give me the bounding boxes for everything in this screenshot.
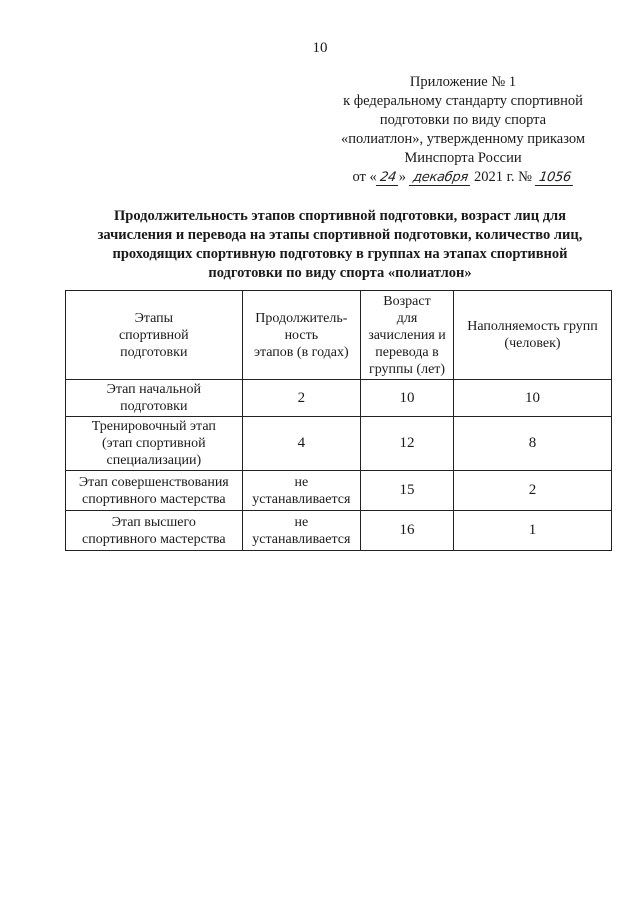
page-number: 10: [312, 40, 328, 56]
cell-text: спортивного мастерства: [81, 491, 226, 507]
cell-stage: [66, 511, 243, 551]
header-text: Продолжитель-: [255, 310, 348, 326]
cell-duration: [242, 471, 360, 511]
table-row: [66, 511, 612, 551]
header-text: зачисления и: [368, 327, 446, 343]
title-line: проходящих спортивную подготовку в группах на этапах спортивной: [112, 246, 568, 262]
cell-text: специализации): [106, 453, 202, 468]
order-date-line: [318, 168, 608, 187]
cell-text: устанавливается: [252, 491, 351, 507]
appendix-line: Минспорта России: [404, 150, 522, 166]
cell-text: не: [294, 474, 309, 490]
appendix-line: Приложение № 1: [409, 74, 517, 90]
header-text: группы (лет): [368, 361, 446, 377]
header-text: этапов (в годах): [253, 344, 349, 360]
header-text: спортивной: [118, 327, 189, 343]
header-text: Этапы: [134, 310, 174, 326]
cell-text: 2: [297, 389, 306, 406]
handwritten-month: декабря: [408, 170, 471, 186]
title-line: подготовки по виду спорта «полиатлон»: [208, 265, 472, 281]
cell-age: 12: [361, 417, 454, 471]
table-row: [66, 417, 612, 471]
table-header-row: [66, 291, 612, 380]
cell-text: устанавливается: [252, 531, 351, 547]
cell-text: Этап начальной: [106, 382, 202, 397]
date-prefix: от «: [352, 169, 377, 185]
cell-stage: [66, 471, 243, 511]
cell-text: Этап высшего: [111, 514, 196, 530]
header-age: [361, 291, 454, 380]
cell-group-size: 10: [453, 380, 611, 417]
cell-duration: [242, 417, 360, 471]
cell-stage: [66, 380, 243, 417]
cell-text: (этап спортивной: [101, 436, 206, 451]
cell-text: спортивного мастерства: [81, 531, 226, 547]
appendix-line: подготовки по виду спорта: [379, 112, 547, 128]
sports-stages-table: [65, 290, 612, 551]
header-text: Наполняемость групп: [467, 319, 598, 334]
cell-text: 4: [297, 435, 306, 451]
table-row: [66, 471, 612, 511]
header-text: (человек): [504, 336, 561, 351]
header-group-size: [453, 291, 611, 380]
cell-text: не: [294, 514, 309, 530]
cell-text: Этап совершенствования: [78, 474, 229, 490]
cell-group-size: 8: [453, 417, 611, 471]
date-year: 2021 г. №: [470, 169, 536, 185]
cell-age: 15: [361, 471, 454, 511]
header-stages: [66, 291, 243, 380]
handwritten-order-number: 1056: [535, 170, 575, 186]
cell-stage: [66, 417, 243, 471]
handwritten-day: 24: [376, 170, 400, 186]
table-row: [66, 380, 612, 417]
appendix-line: к федеральному стандарту спортивной: [343, 93, 583, 109]
cell-text: подготовки: [120, 399, 188, 414]
header-text: ность: [284, 327, 319, 343]
cell-duration: [242, 380, 360, 417]
header-duration: [242, 291, 360, 380]
title-line: Продолжительность этапов спортивной подготовки, возраст лиц для: [113, 208, 567, 224]
cell-age: 16: [361, 511, 454, 551]
date-mid: »: [398, 169, 406, 185]
appendix-line: «полиатлон», утвержденному приказом: [340, 131, 586, 147]
header-text: для: [396, 310, 418, 326]
cell-group-size: 1: [453, 511, 611, 551]
document-title: [70, 207, 610, 283]
cell-group-size: 2: [453, 471, 611, 511]
header-text: перевода в: [375, 344, 439, 360]
header-text: Возраст: [383, 293, 431, 309]
cell-duration: [242, 511, 360, 551]
cell-text: Тренировочный этап: [91, 419, 216, 434]
appendix-block: [318, 73, 608, 187]
title-line: зачисления и перевода на этапы спортивной подготовки, количество лиц,: [97, 227, 583, 243]
cell-age: 10: [361, 380, 454, 417]
header-text: подготовки: [120, 344, 188, 360]
